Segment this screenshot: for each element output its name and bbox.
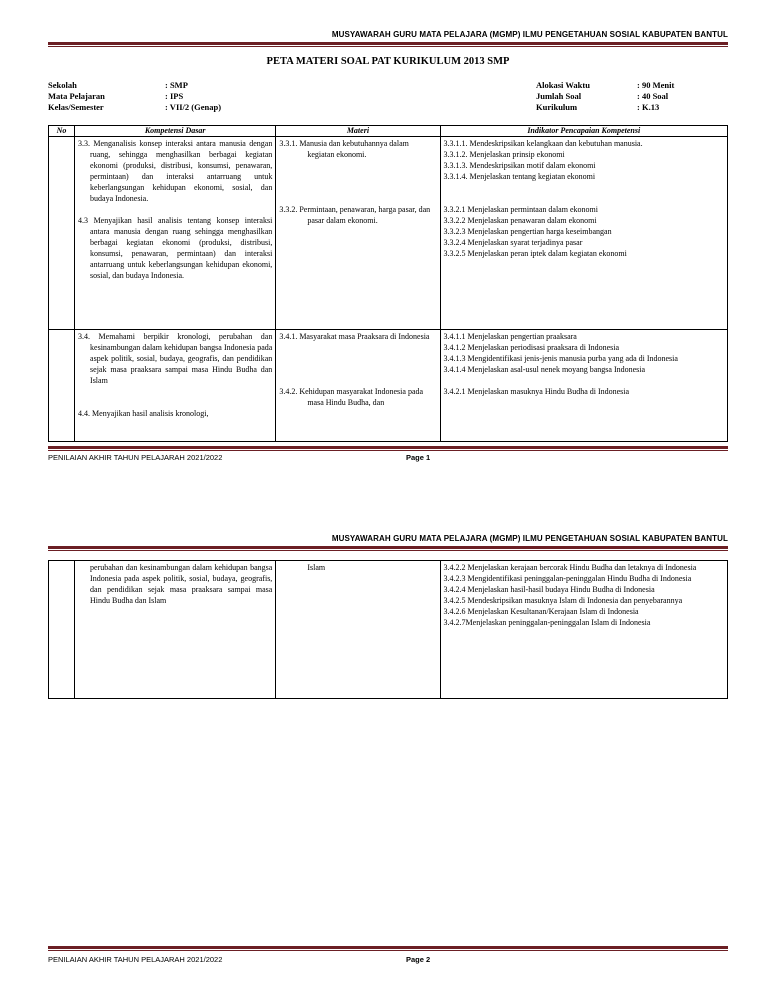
meta-label: Kelas/Semester [48,102,104,112]
indikator-item: 3.4.2.2 Menjelaskan kerajaan bercorak Hindu Budha dan letaknya di Indonesia [443,563,697,572]
meta-label: Alokasi Waktu [536,80,590,90]
indikator-item: 3.4.2.5 Mendeskripsikan masuknya Islam di Indonesia dan penyebarannya [443,596,683,605]
cell-indikator [440,561,727,699]
cell-no [49,561,75,699]
footer-rule-thin [48,450,728,451]
kd-text: 3.4. Memahami berpikir kronologi, perubahan dan kesinambungan dalam kehidupan bangsa Indonesia pada aspek politik, sosial, budaya, geografis, dan pendidikan sejak masa praaksara sampai masa Hindu Budha dan Islam [78,332,273,385]
indikator-item: 3.4.2.6 Menjelaskan Kesultanan/Kerajaan Islam di Indonesia [443,607,639,616]
footer-label: PENILAIAN AKHIR TAHUN PELAJARAH 2021/2022 [48,453,223,462]
header-rule-thin [48,550,728,551]
footer-rule-thin [48,950,728,951]
indikator-item: 3.3.1.3. Mendeskripsikan motif dalam ekonomi [443,161,596,170]
header-indikator: Indikator Pencapaian Kompetensi [440,126,727,137]
indikator-item: 3.3.2.1 Menjelaskan permintaan dalam ekonomi [443,205,598,214]
cell-no [49,330,75,442]
page-header: MUSYAWARAH GURU MATA PELAJARA (MGMP) ILMU PENGETAHUAN SOSIAL KABUPATEN BANTUL [331,534,728,543]
meta-value: : 90 Menit [637,80,675,90]
header-rule [48,42,728,45]
cell-materi [276,561,440,699]
meta-value: : K.13 [637,102,660,112]
cell-kompetensi-dasar [75,330,276,442]
meta-label: Jumlah Soal [536,91,582,101]
competency-table-page1 [48,125,728,442]
cell-materi [276,137,440,330]
page-header: MUSYAWARAH GURU MATA PELAJARA (MGMP) ILMU PENGETAHUAN SOSIAL KABUPATEN BANTUL [331,30,728,39]
document-title: PETA MATERI SOAL PAT KURIKULUM 2013 SMP [266,56,510,67]
meta-label: Mata Pelajaran [48,91,105,101]
header-rule-thin [48,46,728,47]
indikator-item: 3.4.2.3 Mengidentifikasi peninggalan-peninggalan Hindu Budha di Indonesia [443,574,692,583]
materi-text: Islam [307,563,326,572]
materi-text: 3.3.1. Manusia dan kebutuhannya dalam kegiatan ekonomi. [279,139,409,159]
cell-materi [276,330,440,442]
header-kompetensi-dasar: Kompetensi Dasar [75,126,276,137]
header-rule [48,546,728,549]
cell-indikator [440,137,727,330]
meta-label: Kurikulum [536,102,578,112]
table-row [49,330,728,442]
table-row [49,137,728,330]
materi-text: 3.4.1. Masyarakat masa Praaksara di Indonesia [279,332,430,341]
materi-text: 3.3.2. Permintaan, penawaran, harga pasar, dan pasar dalam ekonomi. [279,205,431,225]
footer-rule [48,946,728,949]
materi-text: 3.4.2. Kehidupan masyarakat Indonesia pada masa Hindu Budha, dan [279,387,424,407]
table-row [49,561,728,699]
page-footer [48,955,728,967]
indikator-item: 3.4.1.1 Menjelaskan pengertian praaksara [443,332,577,341]
footer-label: PENILAIAN AKHIR TAHUN PELAJARAH 2021/2022 [48,955,223,964]
table-header-row [49,126,728,137]
header-materi: Materi [276,126,440,137]
indikator-item: 3.4.1.3 Mengidentifikasi jenis-jenis manusia purba yang ada di Indonesia [443,354,678,363]
header-no: No [49,126,75,137]
indikator-item: 3.4.1.2 Menjelaskan periodisasi praaksara di Indonesia [443,343,620,352]
meta-value: : IPS [165,91,184,101]
meta-value: : 40 Soal [637,91,669,101]
competency-table-page2 [48,560,728,699]
meta-value: : SMP [165,80,188,90]
footer-rule [48,446,728,449]
indikator-item: 3.3.2.5 Menjelaskan peran iptek dalam kegiatan ekonomi [443,249,627,258]
page-number: Page 1 [406,453,431,462]
cell-kompetensi-dasar [75,137,276,330]
kd-text: perubahan dan kesinambungan dalam kehidupan bangsa Indonesia pada aspek politik, sosial, budaya, geografis, dan pendidikan sejak masa praaksara sampai masa Hindu Budha dan Islam [90,563,273,605]
indikator-item: 3.3.1.4. Menjelaskan tentang kegiatan ekonomi [443,172,596,181]
indikator-item: 3.3.1.2. Menjelaskan prinsip ekonomi [443,150,565,159]
page-number: Page 2 [406,955,431,964]
indikator-item: 3.3.2.3 Menjelaskan pengertian harga keseimbangan [443,227,612,236]
indikator-item: 3.4.2.1 Menjelaskan masuknya Hindu Budha di Indonesia [443,387,630,396]
indikator-item: 3.4.2.7Menjelaskan peninggalan-peninggalan Islam di Indonesia [443,618,651,627]
indikator-item: 3.3.2.4 Menjelaskan syarat terjadinya pasar [443,238,583,247]
meta-label: Sekolah [48,80,77,90]
kd-text: 3.3. Menganalisis konsep interaksi antara manusia dengan ruang, sehingga menghasilkan berbagai kegiatan ekonomi (produksi, distribusi, konsumsi, penawaran, permintaan) dan interaksi antarruang untuk keberlangsungan kehidupan ekonomi, sosial, dan budaya Indonesia. [78,139,273,203]
meta-left [48,80,221,113]
kd-text: 4.4. Menyajikan hasil analisis kronologi, [78,409,209,418]
indikator-item: 3.4.1.4 Menjelaskan asal-usul nenek moyang bangsa Indonesia [443,365,646,374]
meta-value: : VII/2 (Genap) [165,102,222,112]
indikator-item: 3.3.2.2 Menjelaskan penawaran dalam ekonomi [443,216,597,225]
indikator-item: 3.4.2.4 Menjelaskan hasil-hasil budaya Hindu Budha di Indonesia [443,585,655,594]
cell-indikator [440,330,727,442]
indikator-item: 3.3.1.1. Mendeskripsikan kelangkaan dan kebutuhan manusia. [443,139,643,148]
cell-no [49,137,75,330]
kd-text: 4.3 Menyajikan hasil analisis tentang konsep interaksi antara manusia dengan ruang sehingga menghasilkan berbagai kegiatan ekonomi (produksi, distribusi, konsumsi, penawaran, permintaan) dan interaksi antarruang untuk keberlangsungan kehidupan ekonomi, sosial, dan budaya Indonesia. [78,216,273,280]
cell-kompetensi-dasar [75,561,276,699]
meta-right [536,80,674,113]
page-footer [48,453,728,465]
